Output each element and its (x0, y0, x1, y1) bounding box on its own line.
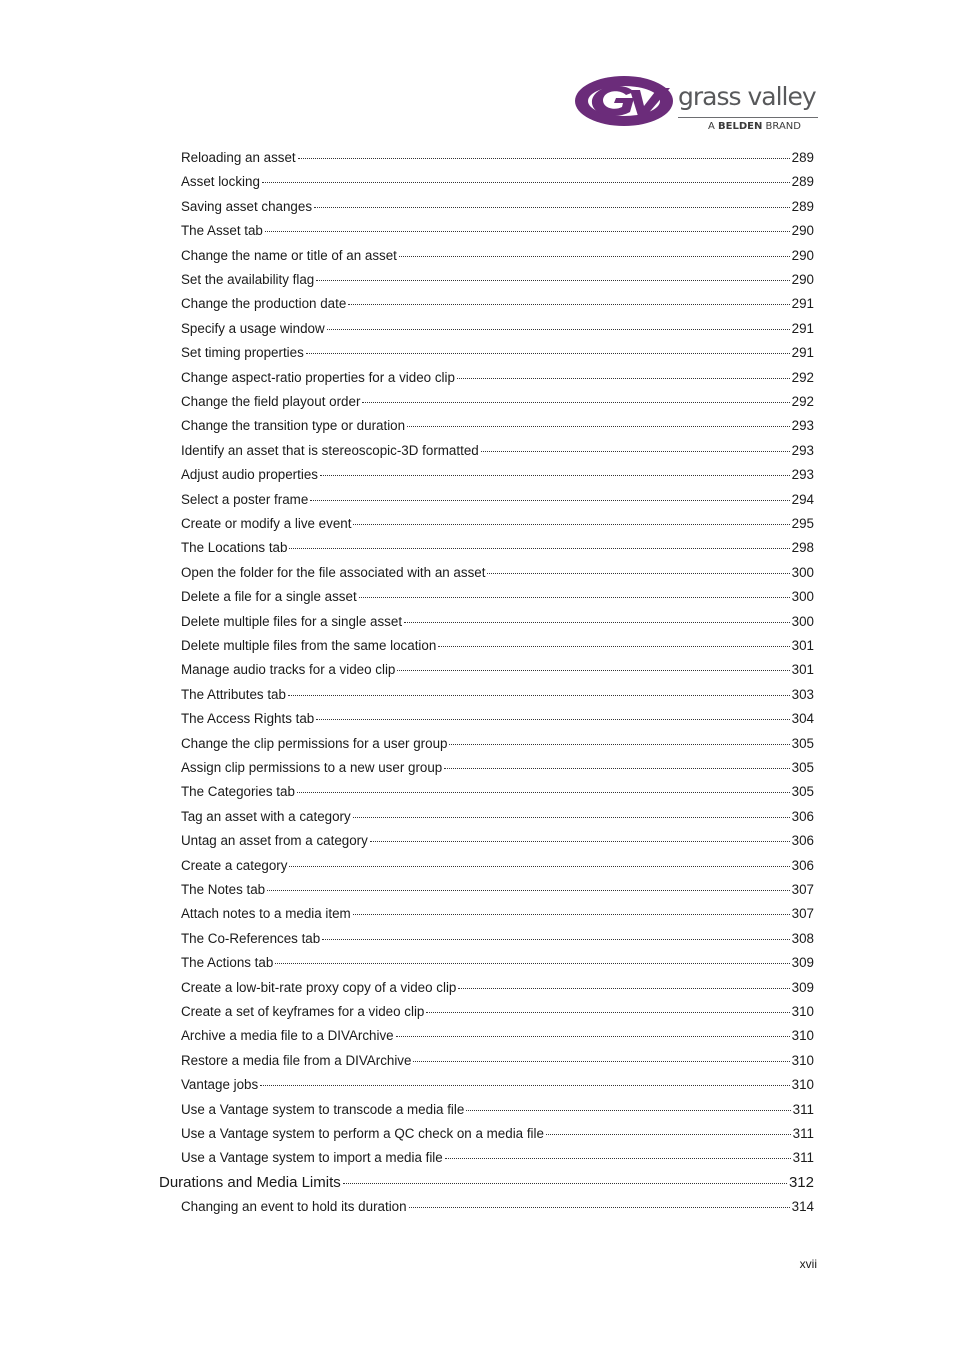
toc-entry-title: Create or modify a live event (181, 516, 352, 531)
toc-entry-title: Assign clip permissions to a new user group (181, 760, 443, 775)
toc-entry-title: The Co-References tab (181, 930, 321, 946)
toc-entry-page: 291 (791, 296, 814, 312)
toc-entry-title: Durations and Media Limits (159, 1173, 341, 1191)
toc-entry-title: Reloading an asset (181, 150, 296, 165)
toc-entry-page: 292 (791, 394, 814, 409)
toc-dot-leader (298, 158, 790, 159)
toc-dot-leader (316, 280, 789, 281)
toc-entry-title: Delete multiple files for a single asset (181, 613, 403, 629)
toc-dot-leader (322, 939, 789, 940)
toc-dot-leader (348, 304, 789, 305)
toc-entry-page: 293 (791, 442, 814, 458)
toc-dot-leader (275, 963, 789, 964)
gv-logo-icon (574, 70, 678, 130)
toc-dot-leader (396, 1036, 790, 1037)
toc-entry[interactable] (181, 294, 814, 314)
toc-entry[interactable] (181, 465, 814, 485)
toc-entry-page: 301 (791, 662, 814, 678)
toc-entry-page: 301 (791, 638, 814, 653)
toc-entry-title: Vantage jobs (181, 1077, 259, 1093)
toc-entry[interactable] (181, 1148, 814, 1168)
toc-dot-leader (359, 597, 790, 598)
toc-entry-title: The Asset tab (181, 223, 263, 239)
toc-section-entry[interactable] (159, 1173, 814, 1193)
toc-entry-title: Use a Vantage system to import a media file (181, 1150, 443, 1166)
toc-entry-title: The Actions tab (181, 955, 274, 971)
toc-entry-page: 311 (792, 1150, 814, 1166)
toc-entry-page: 291 (791, 320, 814, 336)
toc-entry-page: 290 (791, 223, 814, 239)
toc-dot-leader (327, 329, 790, 330)
toc-dot-leader (262, 182, 790, 183)
toc-entry-title: The Locations tab (181, 540, 288, 556)
toc-entry-title: The Notes tab (181, 882, 266, 897)
toc-entry-page: 309 (791, 979, 814, 995)
toc-entry[interactable] (181, 343, 814, 363)
toc-dot-leader (458, 988, 789, 989)
toc-entry[interactable] (181, 148, 814, 168)
toc-dot-leader (466, 1110, 790, 1111)
page-number: xvii (799, 1257, 817, 1271)
toc-entry[interactable] (181, 563, 814, 583)
toc-entry[interactable] (181, 490, 814, 510)
toc-entry-title: Tag an asset with a category (181, 808, 351, 824)
toc-dot-leader (353, 914, 790, 915)
toc-entry-title: Set timing properties (181, 345, 304, 361)
toc-entry[interactable] (181, 221, 814, 241)
toc-entry[interactable] (181, 758, 814, 778)
toc-entry-title: Manage audio tracks for a video clip (181, 662, 396, 678)
toc-entry-title: Asset locking (181, 174, 260, 190)
toc-entry-title: Specify a usage window (181, 320, 325, 336)
toc-dot-leader (343, 1183, 787, 1184)
toc-dot-leader (413, 1061, 789, 1062)
toc-entry-title: Untag an asset from a category (181, 833, 368, 849)
toc-entry-page: 305 (791, 760, 814, 775)
toc-entry-page: 300 (791, 589, 814, 605)
toc-dot-leader (445, 1158, 791, 1159)
toc-dot-leader (289, 866, 789, 867)
grass-valley-logo (574, 70, 824, 134)
toc-entry[interactable] (181, 929, 814, 949)
toc-entry-title: Saving asset changes (181, 198, 313, 214)
toc-entry[interactable] (181, 734, 814, 754)
toc-dot-leader (353, 817, 790, 818)
toc-entry[interactable] (181, 1026, 814, 1046)
toc-entry-page: 306 (791, 833, 814, 849)
toc-entry[interactable] (181, 246, 814, 266)
toc-entry-title: Change the clip permissions for a user group (181, 735, 448, 751)
toc-entry[interactable] (181, 538, 814, 558)
toc-entry-page: 300 (791, 613, 814, 629)
toc-entry-page: 289 (791, 174, 814, 190)
toc-entry-page: 306 (791, 857, 814, 873)
toc-entry-title: Set the availability flag (181, 272, 315, 287)
toc-entry-page: 308 (791, 930, 814, 946)
toc-entry-page: 291 (791, 345, 814, 361)
toc-entry[interactable] (181, 319, 814, 339)
toc-entry[interactable] (181, 441, 814, 461)
toc-entry-page: 310 (791, 1028, 814, 1044)
toc-entry-title: Create a category (181, 857, 288, 873)
toc-dot-leader (260, 1085, 789, 1086)
toc-dot-leader (449, 744, 789, 745)
toc-entry-page: 310 (791, 1077, 814, 1093)
toc-entry-title: Archive a media file to a DIVArchive (181, 1028, 394, 1044)
toc-entry-title: Change the field playout order (181, 394, 361, 409)
toc-dot-leader (316, 719, 789, 720)
toc-entry[interactable] (181, 709, 814, 729)
toc-entry-page: 293 (791, 418, 814, 434)
toc-dot-leader (289, 548, 789, 549)
toc-entry-page: 298 (791, 540, 814, 556)
toc-entry[interactable] (181, 782, 814, 802)
toc-dot-leader (438, 646, 789, 647)
toc-dot-leader (353, 524, 789, 525)
logo-wordmark: grass valley (678, 82, 816, 111)
toc-entry-title: Change the production date (181, 296, 347, 312)
toc-entry-title: The Attributes tab (181, 686, 286, 702)
toc-entry[interactable] (181, 1124, 814, 1144)
toc-entry[interactable] (181, 368, 814, 388)
toc-entry[interactable] (181, 978, 814, 998)
toc-dot-leader (362, 402, 789, 403)
toc-entry-page: 303 (791, 686, 814, 702)
toc-entry-page: 304 (791, 711, 814, 727)
toc-entry-title: Delete multiple files from the same location (181, 638, 437, 653)
toc-entry[interactable] (181, 514, 814, 534)
toc-dot-leader (310, 500, 789, 501)
toc-entry[interactable] (181, 1002, 814, 1022)
toc-dot-leader (404, 622, 790, 623)
toc-entry[interactable] (181, 1075, 814, 1095)
toc-entry[interactable] (181, 197, 814, 217)
toc-entry-title: The Categories tab (181, 784, 295, 800)
toc-dot-leader (546, 1134, 791, 1135)
toc-dot-leader (314, 207, 790, 208)
toc-entry-page: 292 (791, 369, 814, 385)
toc-entry-page: 310 (791, 1052, 814, 1068)
toc-entry[interactable] (181, 270, 814, 290)
logo-divider (678, 117, 818, 118)
toc-entry[interactable] (181, 1197, 814, 1217)
toc-entry-page: 307 (791, 906, 814, 922)
toc-dot-leader (267, 890, 790, 891)
toc-entry[interactable] (181, 880, 814, 900)
toc-dot-leader (399, 256, 790, 257)
toc-entry-page: 300 (791, 564, 814, 580)
toc-dot-leader (306, 353, 790, 354)
toc-entry[interactable] (181, 831, 814, 851)
toc-dot-leader (288, 695, 790, 696)
toc-entry-page: 289 (791, 198, 814, 214)
toc-entry-title: Restore a media file from a DIVArchive (181, 1052, 412, 1068)
toc-entry-page: 312 (788, 1173, 814, 1191)
toc-entry[interactable] (181, 612, 814, 632)
toc-entry-page: 311 (792, 1101, 814, 1117)
toc-entry[interactable] (181, 1051, 814, 1071)
toc-dot-leader (265, 231, 790, 232)
toc-entry[interactable] (181, 904, 814, 924)
toc-dot-leader (297, 792, 790, 793)
toc-dot-leader (320, 475, 790, 476)
toc-entry[interactable] (181, 856, 814, 876)
toc-entry[interactable] (181, 685, 814, 705)
toc-entry-title: Use a Vantage system to perform a QC check on a media file (181, 1126, 544, 1141)
toc-entry-title: Identify an asset that is stereoscopic-3D formatted (181, 442, 479, 458)
toc-entry[interactable] (181, 587, 814, 607)
toc-entry-page: 289 (791, 150, 814, 165)
toc-entry[interactable] (181, 953, 814, 973)
toc-entry-title: Create a low-bit-rate proxy copy of a video clip (181, 979, 457, 995)
toc-entry[interactable] (181, 416, 814, 436)
toc-entry-title: The Access Rights tab (181, 711, 315, 727)
toc-entry[interactable] (181, 1100, 814, 1120)
toc-entry-title: Create a set of keyframes for a video clip (181, 1004, 425, 1019)
toc-entry-title: Attach notes to a media item (181, 906, 351, 922)
toc-entry-title: Delete a file for a single asset (181, 589, 357, 605)
toc-entry-title: Changing an event to hold its duration (181, 1199, 407, 1215)
toc-entry-page: 295 (791, 516, 814, 531)
toc-entry-page: 290 (791, 272, 814, 287)
toc-entry-page: 310 (791, 1004, 814, 1019)
toc-entry-page: 306 (791, 808, 814, 824)
toc-entry-page: 305 (791, 735, 814, 751)
toc-entry-title: Change aspect-ratio properties for a video clip (181, 369, 455, 385)
toc-entry-page: 294 (791, 491, 814, 507)
toc-dot-leader (370, 841, 790, 842)
toc-dot-leader (426, 1012, 789, 1013)
toc-entry-title: Use a Vantage system to transcode a media file (181, 1101, 465, 1117)
toc-entry-page: 293 (791, 467, 814, 483)
toc-dot-leader (457, 378, 790, 379)
toc-dot-leader (481, 451, 790, 452)
logo-tagline: A BELDEN BRAND (708, 121, 801, 132)
toc-entry[interactable] (181, 392, 814, 412)
toc-entry-page: 290 (791, 247, 814, 263)
toc-entry-title: Adjust audio properties (181, 467, 318, 483)
toc-entry-title: Select a poster frame (181, 491, 309, 507)
toc-entry-title: Change the name or title of an asset (181, 247, 397, 263)
toc-dot-leader (407, 426, 790, 427)
toc-entry[interactable] (181, 636, 814, 656)
toc-dot-leader (397, 670, 789, 671)
toc-entry[interactable] (181, 807, 814, 827)
toc-entry-page: 305 (791, 784, 814, 800)
toc-entry-page: 314 (791, 1199, 814, 1215)
toc-dot-leader (487, 573, 789, 574)
toc-entry-page: 309 (791, 955, 814, 971)
toc-entry-title: Open the folder for the file associated with an asset (181, 564, 486, 580)
toc-entry-title: Change the transition type or duration (181, 418, 406, 434)
toc-entry[interactable] (181, 172, 814, 192)
toc-dot-leader (444, 768, 789, 769)
toc-entry-page: 307 (791, 882, 814, 897)
toc-dot-leader (409, 1207, 790, 1208)
toc-entry-page: 311 (792, 1126, 814, 1141)
toc-entry[interactable] (181, 660, 814, 680)
